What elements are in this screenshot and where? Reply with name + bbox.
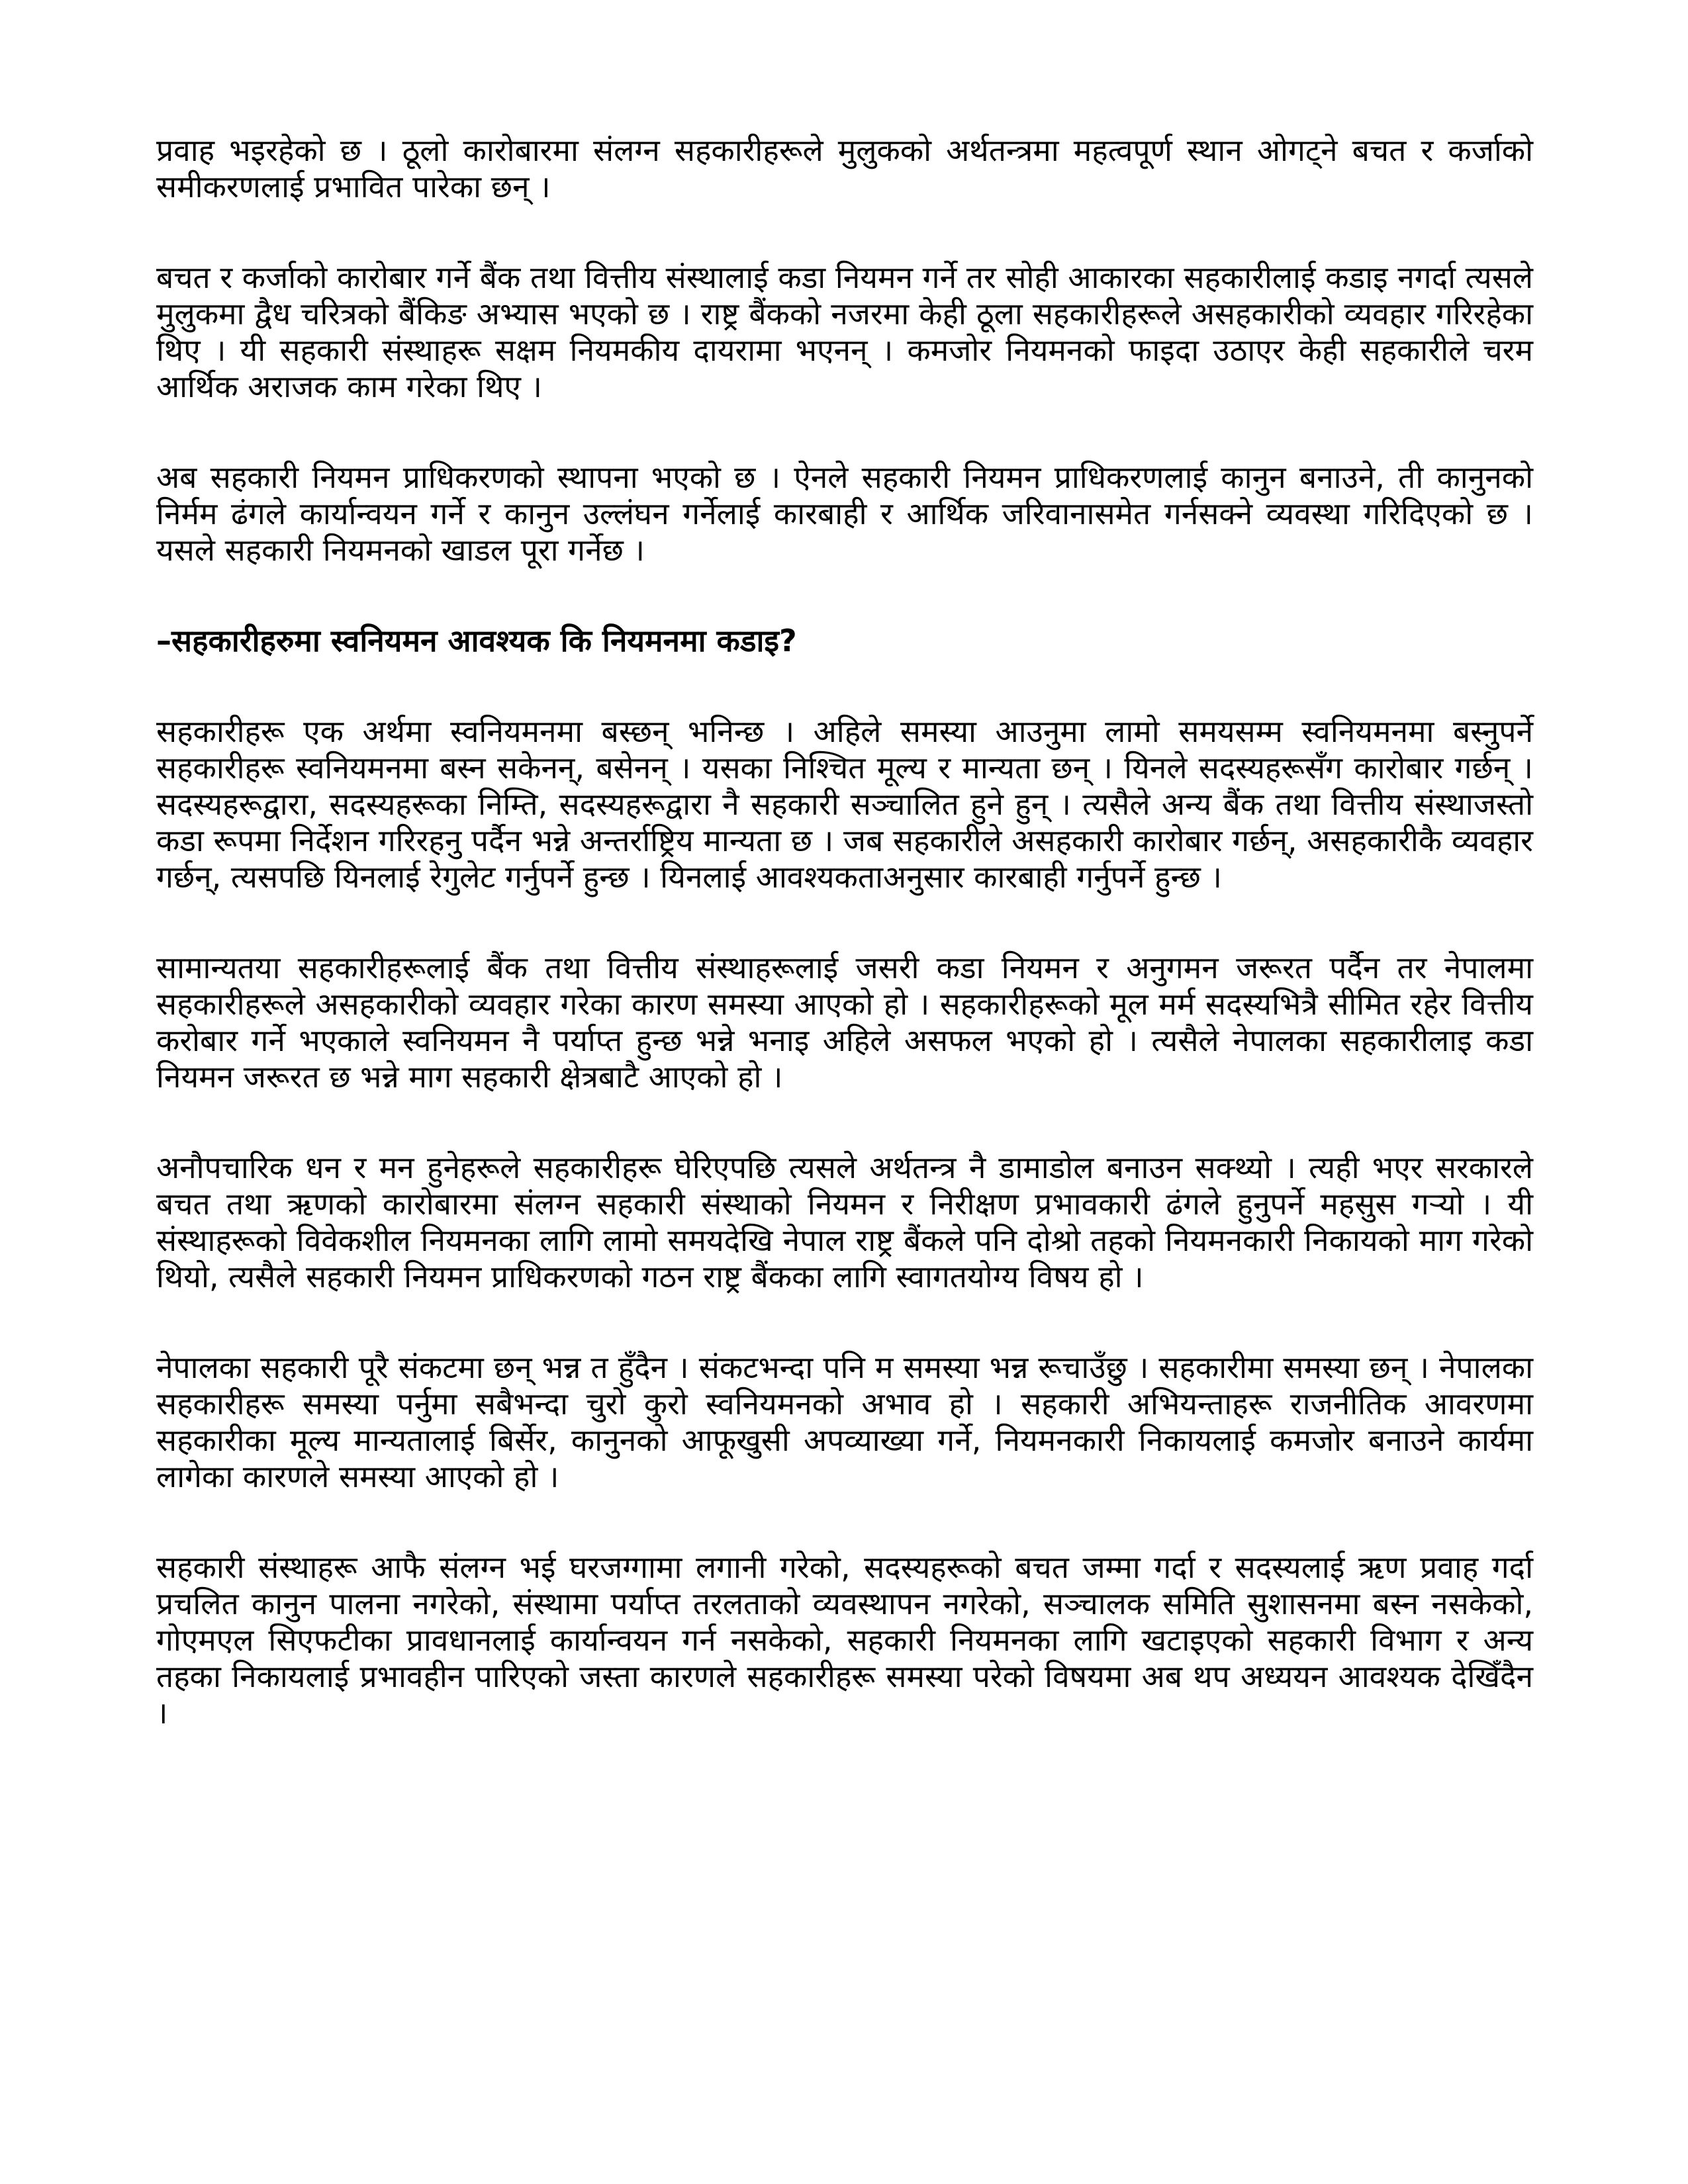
paragraph: अब सहकारी नियमन प्राधिकरणको स्थापना भएको छ । ऐनले सहकारी नियमन प्राधिकरणलाई कानुन बनाउने, ती कानुनको निर्मम ढंगले कार्यान्वयन गर्ने र कानुन उल्लंघन गर्नेलाई कारबाही र आर्थिक जरिवानासमेत गर्नसक्ने व्यवस्था गरिदिएको छ । यसले सहकारी नियमनको खाडल पूरा गर्नेछ । [156, 459, 1533, 568]
paragraph: प्रवाह भइरहेको छ । ठूलो कारोबारमा संलग्न सहकारीहरूले मुलुकको अर्थतन्त्रमा महत्वपूर्ण स्थान ओगट्ने बचत र कर्जाको समीकरणलाई प्रभावित पारेका छन् । [156, 132, 1533, 205]
paragraph: अनौपचारिक धन र मन हुनेहरूले सहकारीहरू घेरिएपछि त्यसले अर्थतन्त्र नै डामाडोल बनाउन सक्थ्यो । त्यही भएर सरकारले बचत तथा ऋणको कारोबारमा संलग्न सहकारी संस्थाको नियमन र निरीक्षण प्रभावकारी ढंगले हुनुपर्ने महसुस गर्‍यो । यी संस्थाहरूको विवेकशील नियमनका लागि लामो समयदेखि नेपाल राष्ट्र बैंकले पनि दोश्रो तहको नियमनकारी निकायको माग गरेको थियो, त्यसैले सहकारी नियमन प्राधिकरणको गठन राष्ट्र बैंकका लागि स्वागतयोग्य विषय हो । [156, 1150, 1533, 1295]
section-heading: –सहकारीहरुमा स्वनियमन आवश्यक कि नियमनमा कडाइ? [156, 623, 797, 659]
paragraph: सहकारी संस्थाहरू आफै संलग्न भई घरजग्गामा लगानी गरेको, सदस्यहरूको बचत जम्मा गर्दा र सदस्यलाई ऋण प्रवाह गर्दा प्रचलित कानुन पालना नगरेको, संस्थामा पर्याप्त तरलताको व्यवस्थापन नगरेको, सञ्चालक समिति सुशासनमा बस्न नसकेको, गोएमएल सिएफटीका प्रावधानलाई कार्यान्वयन गर्न नसकेको, सहकारी नियमनका लागि खटाइएको सहकारी विभाग र अन्य तहका निकायलाई प्रभावहीन पारिएको जस्ता कारणले सहकारीहरू समस्या परेको विषयमा अब थप अध्ययन आवश्यक देखिँदैन । [156, 1549, 1533, 1731]
document-page [156, 132, 1533, 1786]
paragraph: सामान्यतया सहकारीहरूलाई बैंक तथा वित्तीय संस्थाहरूलाई जसरी कडा नियमन र अनुगमन जरूरत पर्दैन तर नेपालमा सहकारीहरूले असहकारीको व्यवहार गरेका कारण समस्या आएको हो । सहकारीहरूको मूल मर्म सदस्यभित्रै सीमित रहेर वित्तीय करोबार गर्ने भएकाले स्वनियमन नै पर्याप्त हुन्छ भन्ने भनाइ अहिले असफल भएको हो । त्यसैले नेपालका सहकारीलाइ कडा नियमन जरूरत छ भन्ने माग सहकारी क्षेत्रबाटै आएको हो । [156, 950, 1533, 1095]
paragraph: सहकारीहरू एक अर्थमा स्वनियमनमा बस्छन् भनिन्छ । अहिले समस्या आउनुमा लामो समयसम्म स्वनियमनमा बस्नुपर्ने सहकारीहरू स्वनियमनमा बस्न सकेनन्, बसेनन् । यसका निश्चित मूल्य र मान्यता छन् । यिनले सदस्यहरूसँग कारोबार गर्छन् । सदस्यहरूद्वारा, सदस्यहरूका निम्ति, सदस्यहरूद्वारा नै सहकारी सञ्चालित हुने हुन् । त्यसैले अन्य बैंक तथा वित्तीय संस्थाजस्तो कडा रूपमा निर्देशन गरिरहनु पर्दैन भन्ने अन्तर्राष्ट्रिय मान्यता छ । जब सहकारीले असहकारी कारोबार गर्छन्, असहकारीकै व्यवहार गर्छन्, त्यसपछि यिनलाई रेगुलेट गर्नुपर्ने हुन्छ । यिनलाई आवश्यकताअनुसार कारबाही गर्नुपर्ने हुन्छ । [156, 713, 1533, 895]
paragraph: नेपालका सहकारी पूरै संकटमा छन् भन्न त हुँदैन । संकटभन्दा पनि म समस्या भन्न रूचाउँछु । सहकारीमा समस्या छन् । नेपालका सहकारीहरू समस्या पर्नुमा सबैभन्दा चुरो कुरो स्वनियमनको अभाव हो । सहकारी अभियन्ताहरू राजनीतिक आवरणमा सहकारीका मूल्य मान्यतालाई बिर्सेर, कानुनको आफूखुसी अपव्याख्या गर्ने, नियमनकारी निकायलाई कमजोर बनाउने कार्यमा लागेका कारणले समस्या आएको हो । [156, 1349, 1533, 1494]
paragraph: बचत र कर्जाको कारोबार गर्ने बैंक तथा वित्तीय संस्थालाई कडा नियमन गर्ने तर सोही आकारका सहकारीलाई कडाइ नगर्दा त्यसले मुलुकमा द्वैध चरित्रको बैंकिङ अभ्यास भएको छ । राष्ट्र बैंकको नजरमा केही ठूला सहकारीहरूले असहकारीको व्यवहार गरिरहेका थिए । यी सहकारी संस्थाहरू सक्षम नियमकीय दायरामा भएनन् । कमजोर नियमनको फाइदा उठाएर केही सहकारीले चरम आर्थिक अराजक काम गरेका थिए । [156, 259, 1533, 404]
